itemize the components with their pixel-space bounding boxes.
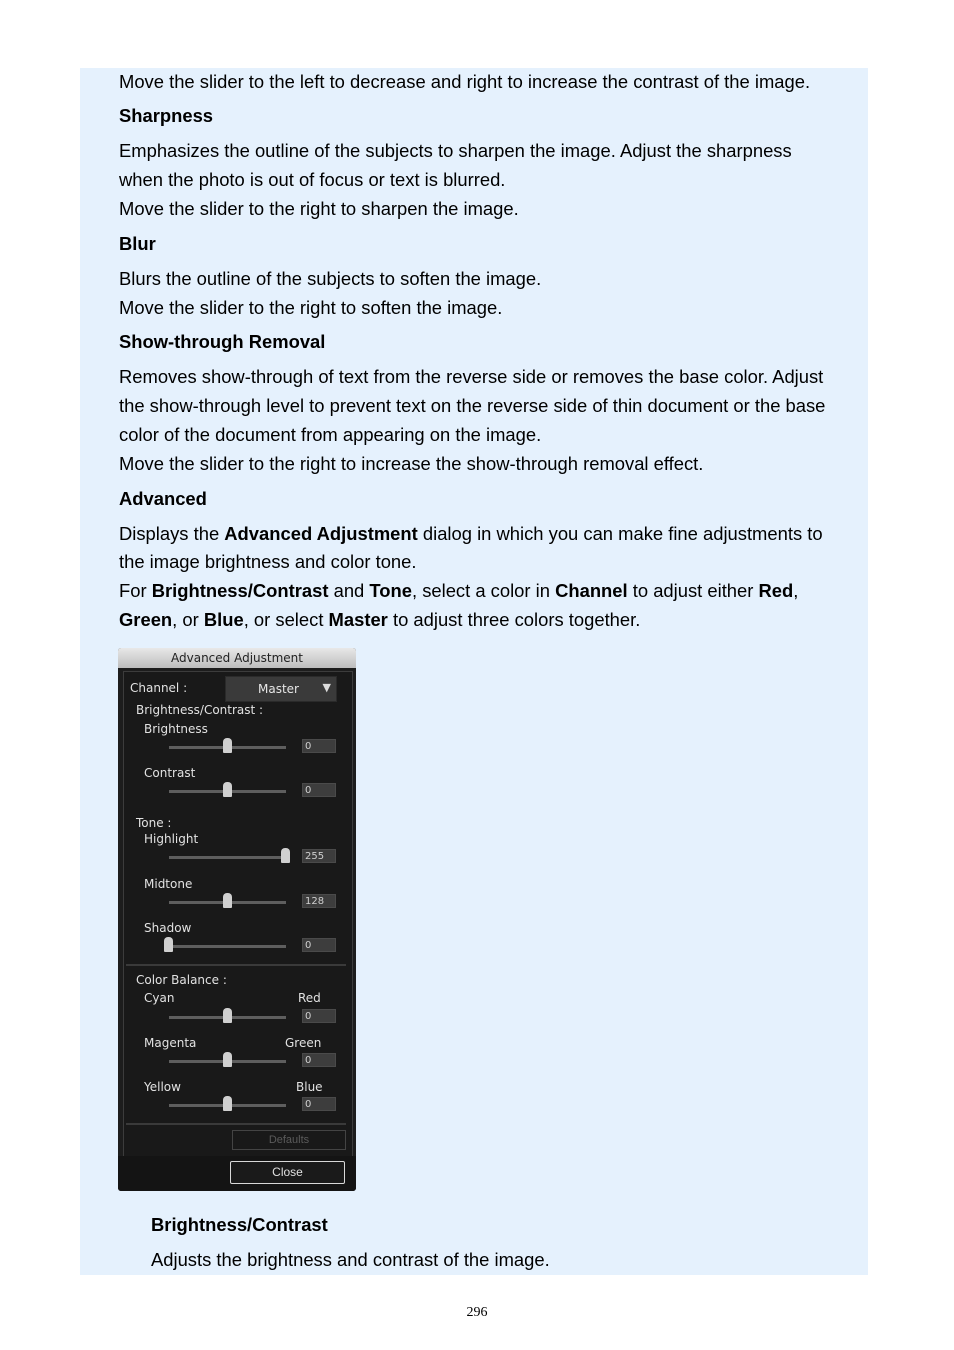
channel-dropdown[interactable] <box>225 676 337 702</box>
brightness-slider-handle[interactable] <box>223 738 232 753</box>
shadow-label: Shadow <box>144 921 192 935</box>
highlight-slider-handle[interactable] <box>281 848 290 863</box>
midtone-value[interactable]: 128 <box>302 894 336 908</box>
yellow-blue-value[interactable]: 0 <box>302 1097 336 1111</box>
dialog-footer <box>118 1156 356 1191</box>
shadow-value[interactable]: 0 <box>302 938 336 952</box>
defaults-button[interactable]: Defaults <box>232 1130 346 1150</box>
brightness-contrast-label: Brightness/Contrast : <box>136 703 264 717</box>
cyan-label: Cyan <box>144 991 175 1005</box>
magenta-green-slider-handle[interactable] <box>223 1052 232 1067</box>
contrast-label: Contrast <box>144 766 196 780</box>
shadow-slider-track[interactable] <box>169 945 286 948</box>
paragraph-advanced-2: the image brightness and color tone. <box>119 551 417 572</box>
contrast-value[interactable]: 0 <box>302 783 336 797</box>
magenta-green-value[interactable]: 0 <box>302 1053 336 1067</box>
paragraph-show-4: Move the slider to the right to increase the show-through removal effect. <box>119 453 704 474</box>
paragraph-sharpness-2: when the photo is out of focus or text is blurred. <box>119 169 506 190</box>
heading-sharpness: Sharpness <box>119 105 214 126</box>
paragraph-brightness-contrast: Adjusts the brightness and contrast of the image. <box>151 1249 550 1270</box>
cyan-red-slider-handle[interactable] <box>223 1008 232 1023</box>
heading-show-through: Show-through Removal <box>119 331 326 352</box>
yellow-blue-slider-handle[interactable] <box>223 1096 232 1111</box>
channel-label: Channel : <box>130 681 188 695</box>
paragraph-contrast: Move the slider to the left to decrease and right to increase the contrast of the image. <box>119 71 811 92</box>
cyan-red-value[interactable]: 0 <box>302 1009 336 1023</box>
highlight-label: Highlight <box>144 832 199 846</box>
heading-advanced: Advanced <box>119 488 207 509</box>
magenta-label: Magenta <box>144 1036 197 1050</box>
channel-value: Master <box>258 682 299 696</box>
paragraph-advanced-1: Displays the Advanced Adjustment dialog in which you can make fine adjustments to <box>119 523 823 544</box>
paragraph-sharpness-3: Move the slider to the right to sharpen the image. <box>119 198 519 219</box>
midtone-label: Midtone <box>144 877 193 891</box>
advanced-adjustment-dialog <box>118 648 356 1191</box>
paragraph-show-2: the show-through level to prevent text on the reverse side of thin document or the base <box>119 395 826 416</box>
paragraph-sharpness-1: Emphasizes the outline of the subjects to sharpen the image. Adjust the sharpness <box>119 140 792 161</box>
heading-brightness-contrast: Brightness/Contrast <box>151 1214 328 1235</box>
divider <box>126 1123 346 1125</box>
highlight-slider-track[interactable] <box>169 856 286 859</box>
heading-blur: Blur <box>119 233 156 254</box>
midtone-slider-handle[interactable] <box>223 893 232 908</box>
paragraph-advanced-4: Green, or Blue, or select Master to adjust three colors together. <box>119 609 641 630</box>
triangle-down-icon: ▼ <box>322 681 331 694</box>
yellow-label: Yellow <box>144 1080 181 1094</box>
close-button[interactable]: Close <box>230 1161 345 1184</box>
brightness-label: Brightness <box>144 722 208 736</box>
paragraph-show-1: Removes show-through of text from the reverse side or removes the base color. Adjust <box>119 366 824 387</box>
shadow-slider-handle[interactable] <box>164 937 173 952</box>
brightness-value[interactable]: 0 <box>302 739 336 753</box>
color-balance-label: Color Balance : <box>136 973 227 987</box>
paragraph-blur-1: Blurs the outline of the subjects to soften the image. <box>119 268 542 289</box>
page-number: 296 <box>466 1305 488 1320</box>
contrast-slider-handle[interactable] <box>223 782 232 797</box>
paragraph-advanced-3: For Brightness/Contrast and Tone, select a color in Channel to adjust either Red, <box>119 580 799 601</box>
paragraph-show-3: color of the document from appearing on the image. <box>119 424 542 445</box>
red-label: Red <box>298 991 321 1005</box>
highlight-value[interactable]: 255 <box>302 849 336 863</box>
dialog-body <box>123 671 353 1157</box>
blue-label: Blue <box>296 1080 323 1094</box>
paragraph-blur-2: Move the slider to the right to soften the image. <box>119 297 503 318</box>
green-label: Green <box>285 1036 322 1050</box>
dialog-title: Advanced Adjustment <box>118 648 356 668</box>
divider <box>126 964 346 966</box>
tone-label: Tone : <box>136 816 172 830</box>
